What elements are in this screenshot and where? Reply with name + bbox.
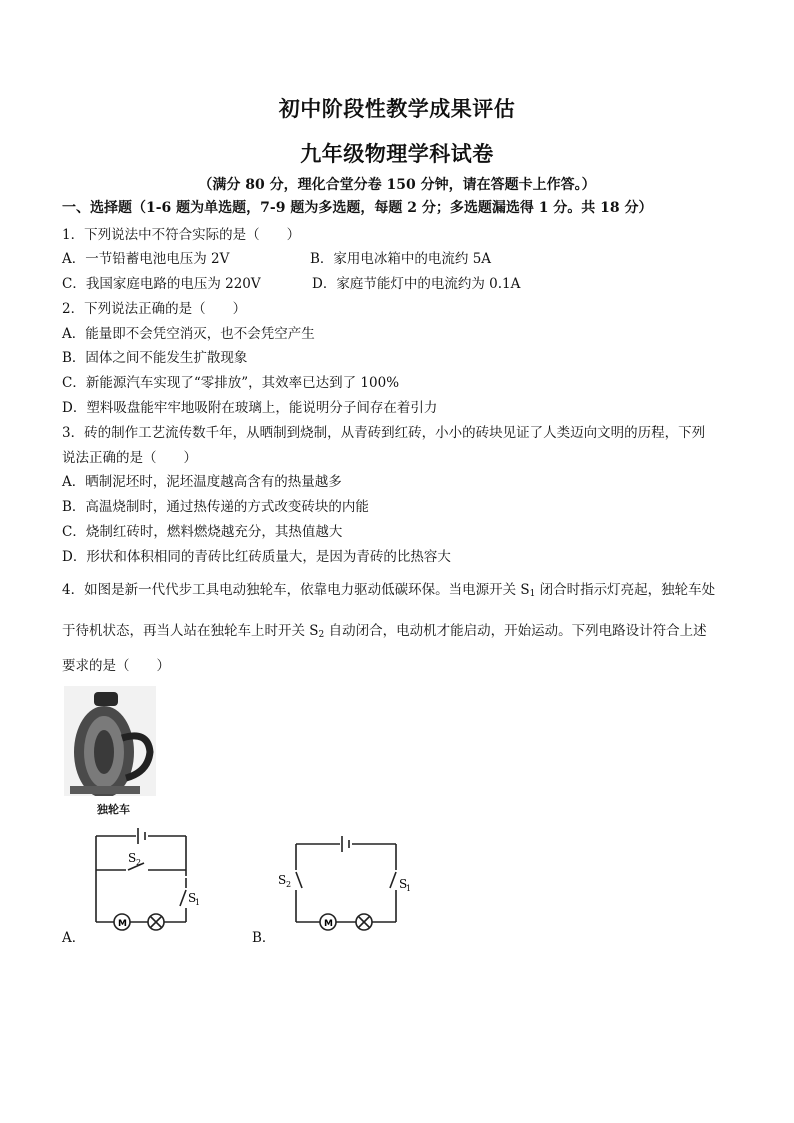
q3-option-b: B．高温烧制时，通过热传递的方式改变砖块的内能 (62, 499, 369, 515)
q3-stem-line2: 说法正确的是（ ） (62, 450, 197, 466)
q4-option-a-label: A． (62, 930, 86, 946)
section-heading: 一、选择题（1-6 题为单选题，7-9 题为多选题，每题 2 分；多选题漏选得 1 分。共 18 分） (62, 200, 653, 216)
q2-option-a: A．能量即不会凭空消灭，也不会凭空产生 (62, 326, 315, 342)
q1-option-c: C．我国家庭电路的电压为 220V (62, 276, 261, 292)
q3-option-a: A．晒制泥坯时，泥坯温度越高含有的热量越多 (62, 474, 342, 490)
q1-option-b: B．家用电冰箱中的电流约 5A (310, 251, 492, 267)
switch-s2-label-a: S (128, 851, 137, 865)
switch-s1-label-a: S (188, 891, 197, 905)
q4-stem-line1: 4．如图是新一代代步工具电动独轮车，依靠电力驱动低碳环保。当电源开关 $S_1$ 闭合时指示灯亮起，独轮车处 (62, 582, 716, 599)
exam-subtitle: 九年级物理学科试卷 (300, 141, 494, 166)
svg-text:1: 1 (195, 898, 201, 907)
circuit-diagram-a (90, 826, 201, 938)
motor-label-a: M (118, 919, 127, 929)
q2-option-c: C．新能源汽车实现了“零排放”，其效率已达到了 100% (62, 375, 400, 391)
exam-note: （满分 80 分，理化合堂分卷 150 分钟，请在答题卡上作答。） (198, 177, 596, 193)
svg-text:2: 2 (286, 880, 292, 889)
unicycle-photo (64, 686, 156, 818)
q3-option-c: C．烧制红砖时，燃料燃烧越充分，其热值越大 (62, 524, 343, 540)
q2-stem: 2．下列说法正确的是（ ） (62, 301, 247, 317)
q2-option-d: D．塑料吸盘能牢牢地吸附在玻璃上，能说明分子间存在着引力 (62, 400, 438, 416)
q3-option-d: D．形状和体积相同的青砖比红砖质量大，是因为青砖的比热容大 (62, 549, 451, 565)
svg-text:2: 2 (136, 858, 142, 867)
switch-s1-label-b: S (399, 877, 408, 891)
q4-option-b-label: B． (252, 930, 276, 946)
switch-s2-label-b: S (278, 873, 287, 887)
unicycle-caption: 独轮车 (97, 803, 130, 816)
svg-text:1: 1 (406, 884, 412, 893)
circuit-diagram-b (278, 832, 424, 940)
motor-label-b: M (324, 919, 333, 929)
q4-stem-line3: 要求的是（ ） (62, 658, 170, 674)
q1-option-d: D．家庭节能灯中的电流约为 0.1A (312, 276, 521, 292)
q4-stem-line2: 于待机状态，再当人站在独轮车上时开关 $S_2$ 自动闭合，电动机才能启动，开始运动。下列电路设计符合上述 (62, 623, 707, 640)
q1-stem: 1．下列说法中不符合实际的是（ ） (62, 227, 301, 243)
q2-option-b: B．固体之间不能发生扩散现象 (62, 350, 248, 366)
exam-title: 初中阶段性教学成果评估 (278, 96, 516, 121)
q1-option-a: A．一节铅蓄电池电压为 2V (62, 251, 230, 267)
q3-stem-line1: 3．砖的制作工艺流传数千年，从晒制到烧制，从青砖到红砖，小小的砖块见证了人类迈向文明的历程，下列 (62, 425, 706, 441)
